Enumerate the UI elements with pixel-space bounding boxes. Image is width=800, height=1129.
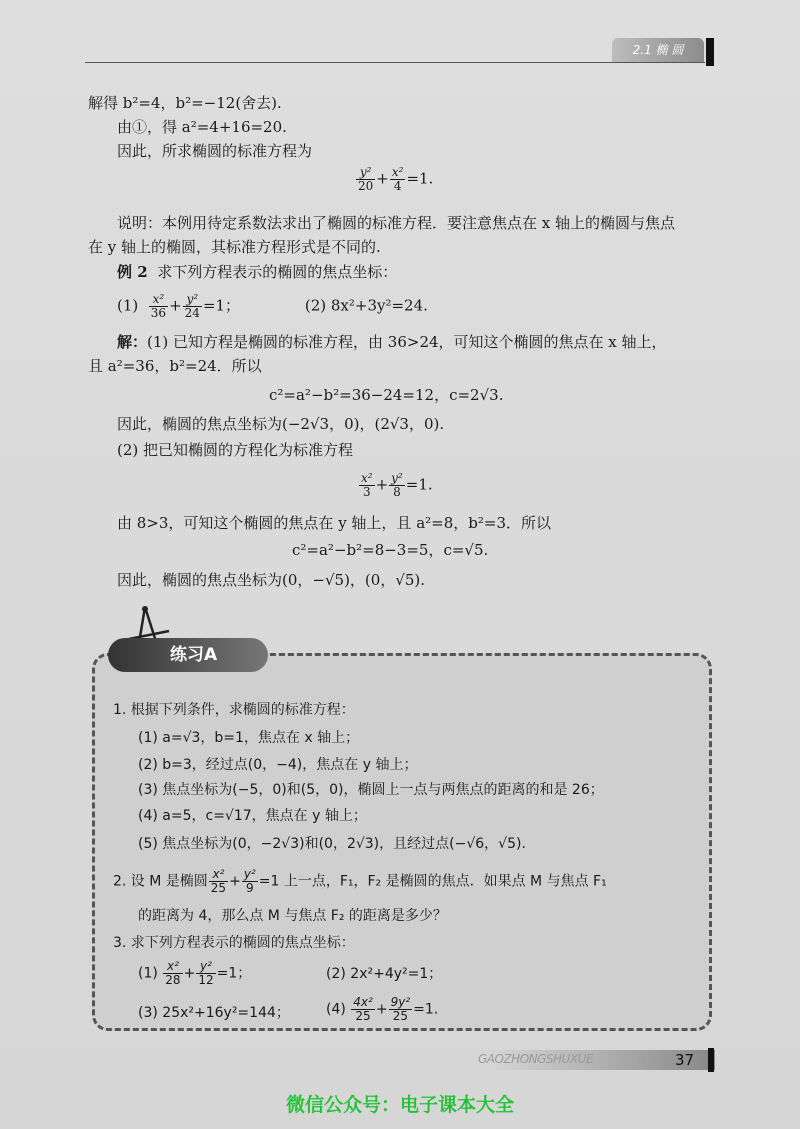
text-line: 因此，所求椭圆的标准方程为 [117, 142, 313, 160]
watermark: 微信公众号：电子课本大全 [285, 1094, 514, 1116]
fraction: $\frac{\text{x²}}{36}$ [150, 292, 167, 320]
exercise-subitem: (3) 25x²+16y²=144； [138, 1005, 290, 1021]
fraction: $\frac{\text{x²}}{3}$ [361, 471, 373, 499]
fraction: $\frac{\text{x²}}{25}$ [210, 867, 227, 895]
exercise-question: 1. 根据下列条件，求椭圆的标准方程： [113, 702, 355, 718]
exercise-subitem: (2) b=3，经过点(0，−4)，焦点在 y 轴上； [138, 757, 418, 773]
fraction: $\frac{\text{y²}}{20}$ [358, 165, 374, 193]
equation-2: $\frac{\text{x²}}{3}$ + $\frac{\text{y²}}{8}$ =1. [361, 471, 433, 499]
text-line: 在 y 轴上的椭圆，其标准方程形式是不同的. [88, 238, 381, 256]
text-line: 说明：本例用待定系数法求出了椭圆的标准方程．要注意焦点在 x 轴上的椭圆与焦点 [117, 214, 675, 232]
exercise-subitem: (3) 焦点坐标为(−5，0)和(5，0)，椭圆上一点与两焦点的距离的和是 26； [138, 782, 604, 798]
equation-1: $\frac{\text{y²}}{20}$ + $\frac{\text{x²}}{4}$ =1. [358, 165, 434, 193]
fraction: $\frac{\text{x²}}{4}$ [391, 165, 404, 193]
footer-end-bar [708, 1048, 714, 1072]
fraction: $\frac{\text{9y²}}{25}$ [390, 995, 411, 1023]
text-line: 由 8>3，可知这个椭圆的焦点在 y 轴上，且 a²=8，b²=3．所以 [117, 514, 551, 532]
text-line: 且 a²=36，b²=24．所以 [88, 357, 262, 375]
exercise-subitem: (4) $\frac{\text{4x²}}{25}$ + $\frac{\text{9y²}}{25}$ =1. [326, 995, 439, 1023]
example-2-problems: (1) $\frac{\text{x²}}{36}$ + $\frac{\text{y²}}{24}$ =1； (2) 8x²+3y²=24. [117, 292, 428, 320]
header-bar [706, 38, 714, 66]
footer-word: GAOZHONGSHUXUE [478, 1052, 593, 1066]
solution-line: 解：(1) 已知方程是椭圆的标准方程，由 36>24，可知这个椭圆的焦点在 x 轴上， [117, 333, 667, 351]
text-line: 解得 b²=4，b²=−12(舍去). [88, 94, 282, 112]
fraction: $\frac{\text{y²}}{8}$ [391, 471, 403, 499]
section-header: 2.1 椭 圆 [612, 38, 704, 62]
text-line: 因此，椭圆的焦点坐标为(−2√3，0)，(2√3，0). [117, 415, 445, 433]
exercise-question: 3. 求下列方程表示的椭圆的焦点坐标： [113, 935, 355, 951]
text-line: (2) 把已知椭圆的方程化为标准方程 [117, 441, 354, 459]
equation-line: c²=a²−b²=36−24=12，c=2√3. [269, 386, 504, 404]
fraction: $\frac{\text{4x²}}{25}$ [353, 995, 373, 1023]
header-rule [85, 62, 705, 63]
fraction: $\frac{\text{y²}}{12}$ [198, 959, 214, 987]
exercise-subitem: (1) a=√3，b=1，焦点在 x 轴上； [138, 730, 360, 746]
exercise-subitem: (2) 2x²+4y²=1； [326, 966, 443, 982]
text-line: 因此，椭圆的焦点坐标为(0，−√5)，(0，√5). [117, 571, 426, 589]
exercise-text: 的距离为 4，那么点 M 与焦点 F₂ 的距离是多少？ [138, 908, 447, 924]
exercise-question: 2. 设 M 是椭圆 $\frac{\text{x²}}{25}$ + $\frac{\text{y²}}{9}$ =1 上一点，F₁，F₂ 是椭圆的焦点．如果点 M 与焦点 F₁ [113, 867, 607, 895]
equation-line: c²=a²−b²=8−3=5，c=√5. [292, 541, 489, 559]
fraction: $\frac{\text{y²}}{9}$ [243, 867, 256, 895]
exercise-subitem: (5) 焦点坐标为(0，−2√3)和(0，2√3)，且经过点(−√6，√5). [138, 836, 526, 852]
fraction: $\frac{\text{x²}}{28}$ [165, 959, 181, 987]
exercise-subitem: (1) $\frac{\text{x²}}{28}$ + $\frac{\text{y²}}{12}$ =1； [138, 959, 252, 987]
page-number: 37 [675, 1051, 695, 1069]
exercise-title: 练习A [108, 638, 268, 672]
example-2-heading: 例 2 求下列方程表示的椭圆的焦点坐标： [117, 263, 398, 281]
fraction: $\frac{\text{y²}}{24}$ [184, 292, 200, 320]
exercise-subitem: (4) a=5，c=√17，焦点在 y 轴上； [138, 808, 367, 824]
text-line: 由①，得 a²=4+16=20. [117, 118, 287, 136]
